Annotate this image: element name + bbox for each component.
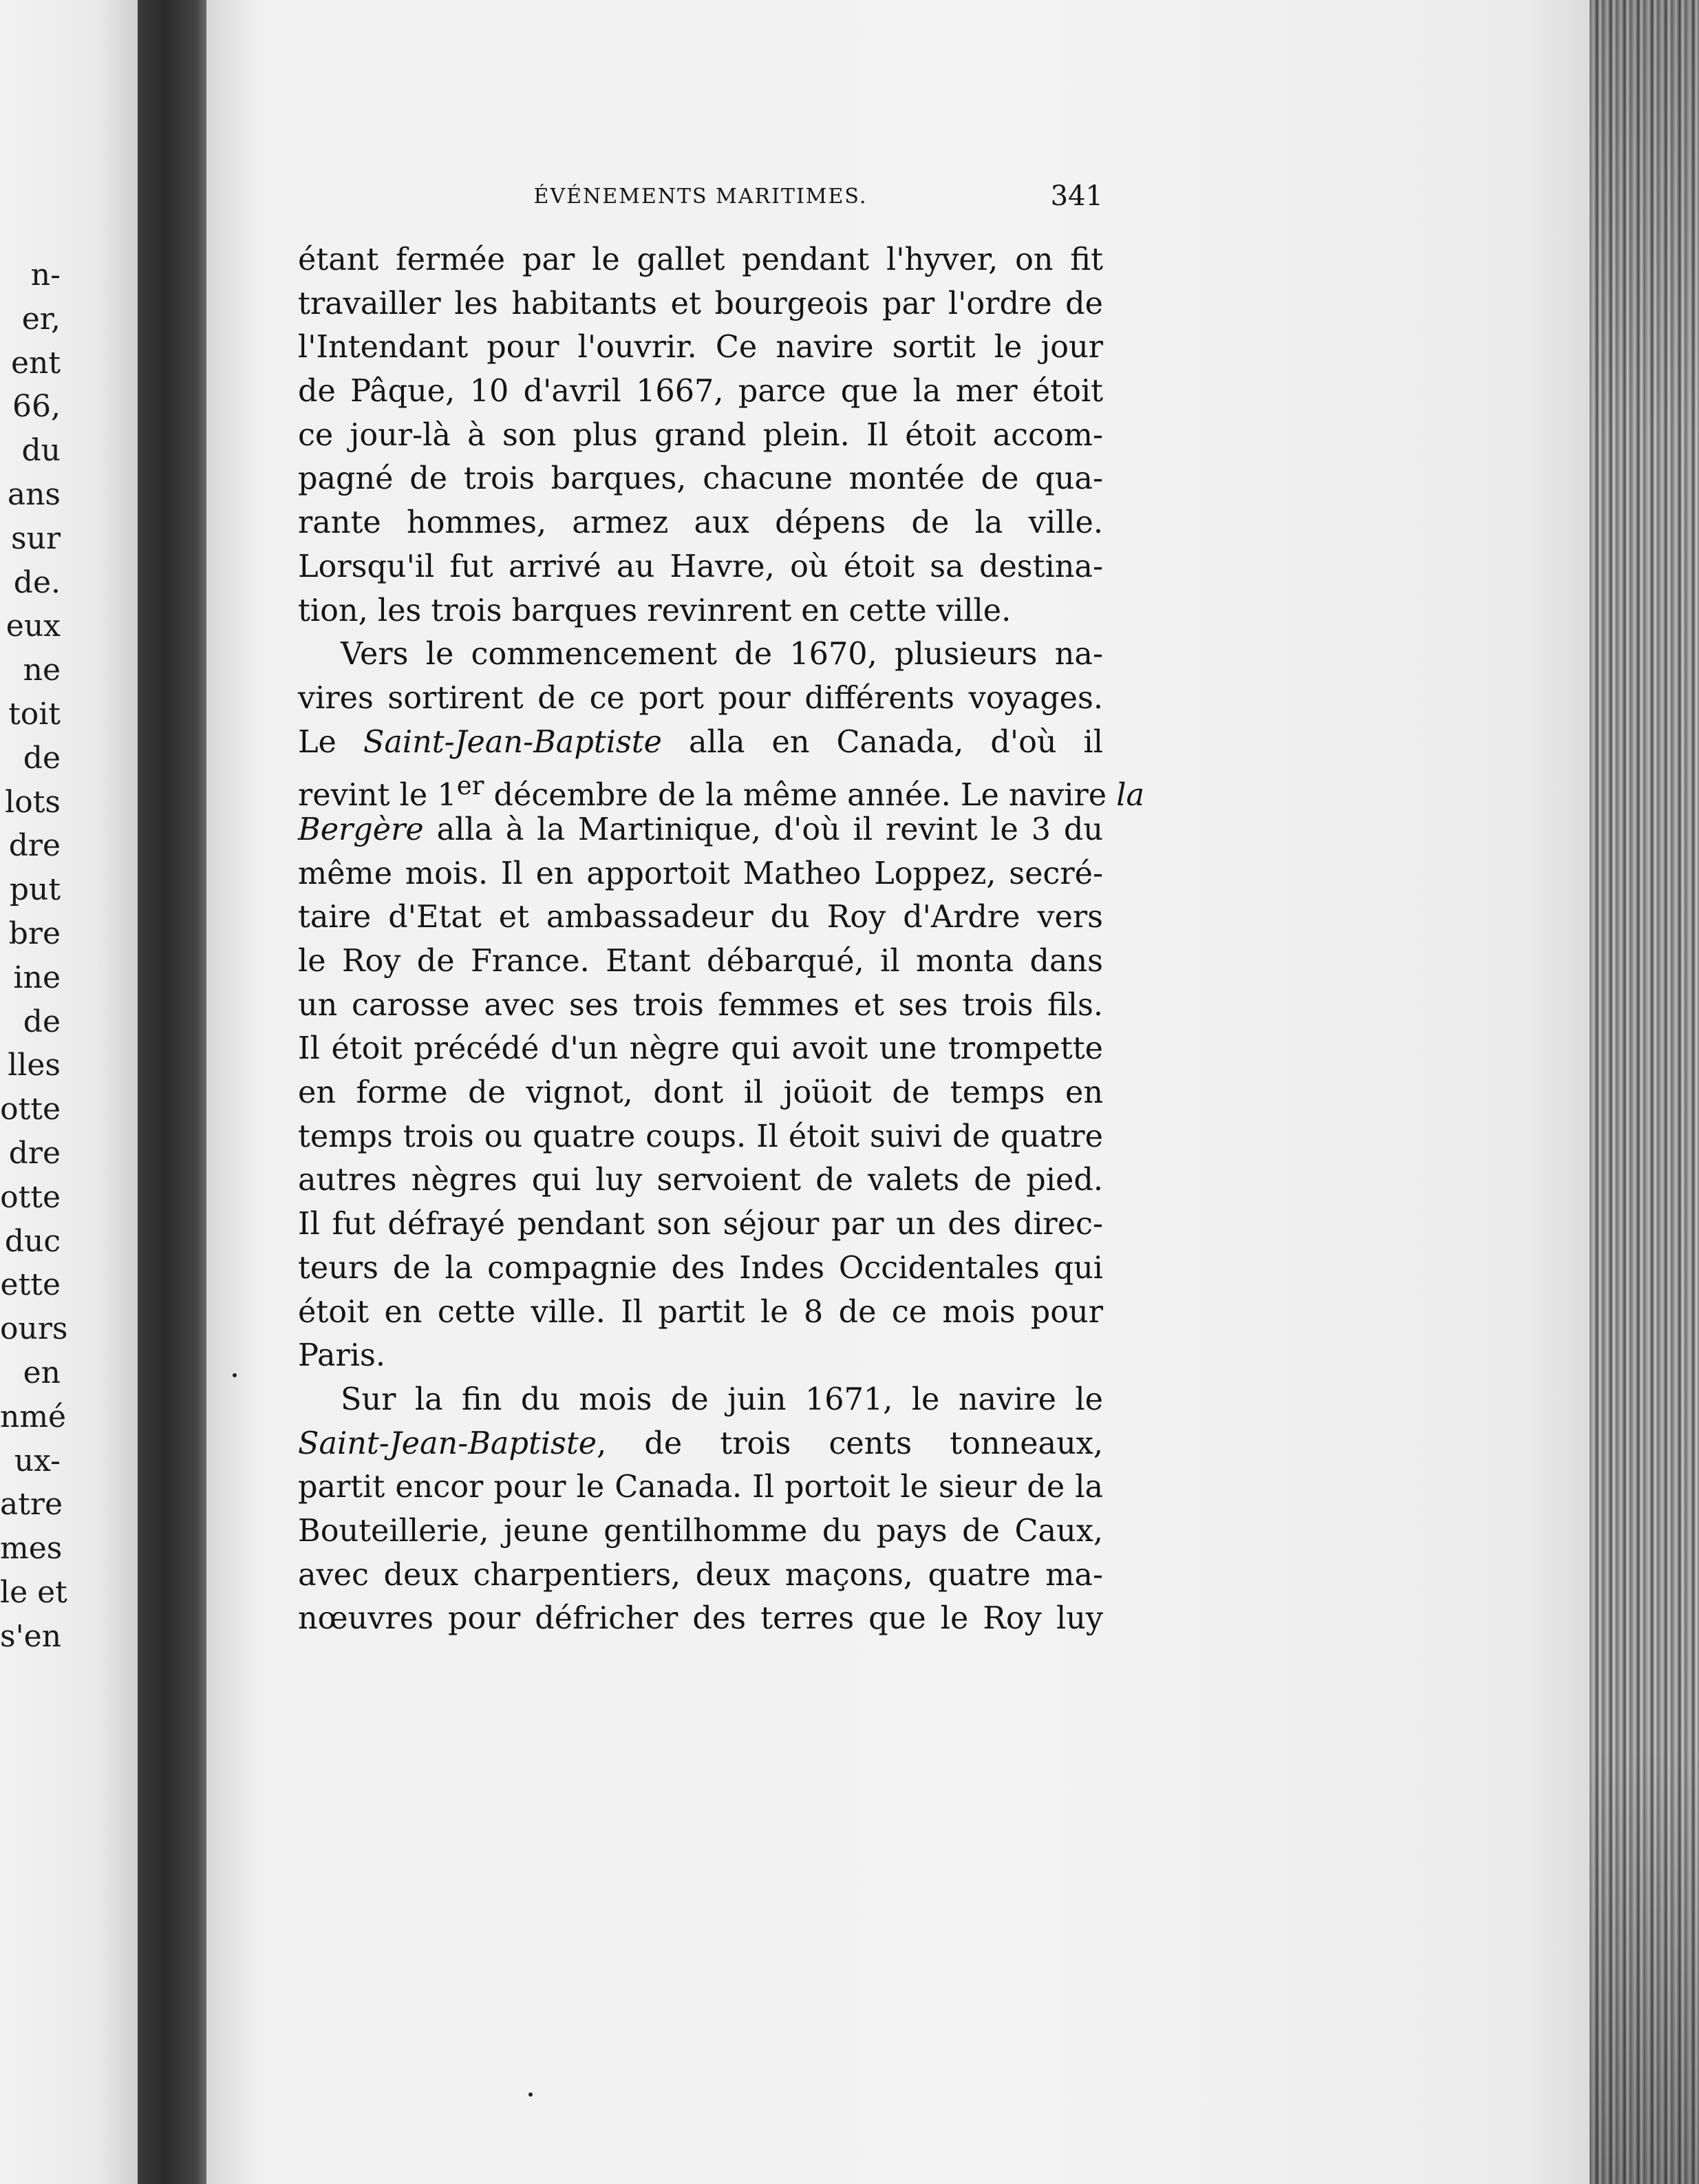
facing-page-fragment: ette bbox=[0, 1267, 61, 1303]
facing-page-fragment: en bbox=[23, 1355, 61, 1390]
text-line bbox=[298, 984, 1103, 1028]
line-text: , de trois cents tonneaux, bbox=[597, 1425, 1103, 1461]
facing-page-edge bbox=[0, 0, 138, 2184]
facing-page-fragment: sur bbox=[11, 520, 61, 556]
text-line bbox=[298, 1071, 1103, 1115]
line-text: de Pâque, 10 d'avril 1667, parce que la mer étoit bbox=[298, 374, 1103, 410]
text-line bbox=[298, 940, 1103, 984]
facing-page-fragment: de bbox=[23, 740, 61, 776]
text-line bbox=[298, 370, 1103, 414]
text-line bbox=[298, 1554, 1103, 1598]
facing-page-fragment: lles bbox=[8, 1048, 61, 1083]
facing-page-fragment: nmé bbox=[0, 1399, 67, 1434]
text-line bbox=[298, 633, 1103, 677]
italic-text: Saint-Jean-Baptiste bbox=[298, 1425, 597, 1461]
text-line bbox=[298, 545, 1103, 589]
facing-page-fragment: bre bbox=[8, 915, 61, 951]
line-text: ce jour-là à son plus grand plein. Il étoit accom- bbox=[298, 417, 1103, 453]
body-text bbox=[298, 238, 1145, 1641]
facing-page-fragment: dre bbox=[8, 1135, 61, 1171]
text-line bbox=[298, 677, 1103, 721]
line-text: Sur la fin du mois de juin 1671, le navire le bbox=[341, 1381, 1103, 1417]
facing-page-fragment: toit bbox=[8, 696, 61, 732]
text-line bbox=[298, 1422, 1103, 1466]
facing-page-fragment: put bbox=[9, 872, 61, 908]
line-text: un carosse avec ses trois femmes et ses trois fils. bbox=[298, 987, 1103, 1023]
text-line bbox=[298, 1027, 1103, 1071]
facing-page-fragment: ours bbox=[0, 1311, 68, 1347]
line-text: temps trois ou quatre coups. Il étoit suivi de quatre bbox=[298, 1118, 1103, 1154]
line-text: avec deux charpentiers, deux maçons, quatre ma- bbox=[298, 1557, 1103, 1593]
facing-page-fragment: de. bbox=[13, 564, 61, 600]
line-text: même mois. Il en apportoit Matheo Loppez, secré- bbox=[298, 856, 1103, 891]
line-text: Il étoit précédé d'un nègre qui avoit une trompette bbox=[298, 1031, 1103, 1067]
line-text: Il fut défrayé pendant son séjour par un des direc- bbox=[298, 1207, 1103, 1242]
text-line bbox=[298, 764, 1145, 814]
text-line bbox=[298, 501, 1103, 545]
text-line bbox=[298, 852, 1103, 896]
facing-page-fragment: 66, bbox=[12, 389, 61, 425]
facing-page-text bbox=[0, 253, 68, 1659]
text-line bbox=[298, 1202, 1103, 1247]
line-text: Paris. bbox=[298, 1338, 385, 1374]
running-head bbox=[298, 178, 1103, 219]
page-number: 341 bbox=[1050, 180, 1103, 212]
facing-page-fragment: s'en bbox=[0, 1618, 62, 1654]
facing-page-fragment: eux bbox=[6, 608, 61, 644]
line-text: pagné de trois barques, chacune montée de qua- bbox=[298, 461, 1103, 497]
text-line bbox=[298, 1115, 1103, 1159]
line-text: tion, les trois barques revinrent en cette ville. bbox=[298, 593, 1012, 628]
ink-speck bbox=[528, 2092, 533, 2097]
line-text: alla en Canada, d'où il bbox=[662, 724, 1103, 760]
line-text: décembre de la même année. Le navire bbox=[484, 778, 1117, 814]
facing-page-fragment: ine bbox=[13, 960, 61, 995]
italic-text: Saint-Jean-Baptiste bbox=[363, 724, 662, 760]
text-line bbox=[298, 238, 1103, 282]
line-text: étant fermée par le gallet pendant l'hyver, on fit bbox=[298, 242, 1103, 277]
text-line bbox=[298, 1291, 1103, 1335]
text-line bbox=[298, 414, 1103, 458]
line-text: étoit en cette ville. Il partit le 8 de ce mois pour bbox=[298, 1294, 1103, 1330]
text-line bbox=[298, 808, 1103, 852]
line-text: nœuvres pour défricher des terres que le Roy luy bbox=[298, 1601, 1103, 1637]
line-text: l'Intendant pour l'ouvrir. Ce navire sortit le jour bbox=[298, 330, 1103, 365]
italic-text: Bergère bbox=[298, 812, 424, 847]
text-line bbox=[298, 326, 1103, 370]
ink-speck bbox=[233, 1373, 237, 1377]
facing-page-fragment: mes bbox=[0, 1531, 63, 1567]
text-line bbox=[298, 1509, 1103, 1554]
book-gutter bbox=[138, 0, 206, 2184]
running-head-title: ÉVÉNEMENTS MARITIMES. bbox=[533, 184, 868, 209]
facing-page-fragment: du bbox=[21, 433, 61, 469]
line-text: revint le 1 bbox=[298, 778, 457, 814]
line-text: le Roy de France. Etant débarqué, il monta dans bbox=[298, 944, 1103, 979]
line-text: en forme de vignot, dont il joüoit de temps en bbox=[298, 1075, 1103, 1111]
facing-page-fragment: er, bbox=[21, 301, 61, 337]
line-text: rante hommes, armez aux dépens de la ville. bbox=[298, 505, 1103, 541]
text-line bbox=[298, 895, 1103, 940]
facing-page-fragment: atre bbox=[0, 1487, 63, 1523]
text-line bbox=[298, 1247, 1103, 1291]
text-line bbox=[298, 282, 1103, 326]
facing-page-fragment: ne bbox=[23, 653, 61, 688]
facing-page-fragment: ent bbox=[10, 345, 61, 381]
text-line bbox=[298, 1378, 1103, 1422]
line-text: vires sortirent de ce port pour différents voyages. bbox=[298, 680, 1103, 716]
facing-page-fragment: otte bbox=[0, 1092, 61, 1127]
facing-page-fragment: ans bbox=[7, 476, 61, 512]
facing-page-fragment: otte bbox=[0, 1179, 61, 1215]
facing-page-fragment: lots bbox=[5, 784, 61, 820]
line-text: Vers le commencement de 1670, plusieurs na- bbox=[341, 637, 1103, 672]
superscript: er bbox=[456, 771, 484, 801]
facing-page-fragment: dre bbox=[8, 828, 61, 864]
line-text: Bouteillerie, jeune gentilhomme du pays de Caux, bbox=[298, 1513, 1103, 1549]
facing-page-fragment: n- bbox=[30, 257, 61, 293]
line-text: partit encor pour le Canada. Il portoit le sieur de la bbox=[298, 1470, 1103, 1505]
facing-page-fragment: duc bbox=[4, 1223, 61, 1259]
line-text: autres nègres qui luy servoient de valets de pied. bbox=[298, 1163, 1103, 1198]
text-line bbox=[298, 1465, 1103, 1509]
facing-page-fragment: ux- bbox=[14, 1443, 61, 1478]
text-line bbox=[298, 1158, 1103, 1202]
facing-page-fragment: de bbox=[23, 1004, 61, 1039]
line-text: taire d'Etat et ambassadeur du Roy d'Ardre vers bbox=[298, 900, 1103, 935]
page-edges-shadow bbox=[1590, 0, 1699, 2184]
line-text: travailler les habitants et bourgeois par l'ordre de bbox=[298, 286, 1103, 321]
facing-page-fragment: le et bbox=[0, 1574, 67, 1610]
text-line bbox=[298, 589, 1103, 633]
text-line bbox=[298, 1597, 1103, 1641]
text-line bbox=[298, 1334, 1103, 1378]
line-text: alla à la Martinique, d'où il revint le 3 du bbox=[423, 812, 1103, 847]
line-text: Lorsqu'il fut arrivé au Havre, où étoit sa destina- bbox=[298, 549, 1103, 584]
line-text: Le bbox=[298, 724, 363, 760]
text-line bbox=[298, 721, 1103, 765]
italic-text: la bbox=[1116, 778, 1145, 814]
text-line bbox=[298, 457, 1103, 501]
line-text: teurs de la compagnie des Indes Occidentales qui bbox=[298, 1250, 1103, 1286]
